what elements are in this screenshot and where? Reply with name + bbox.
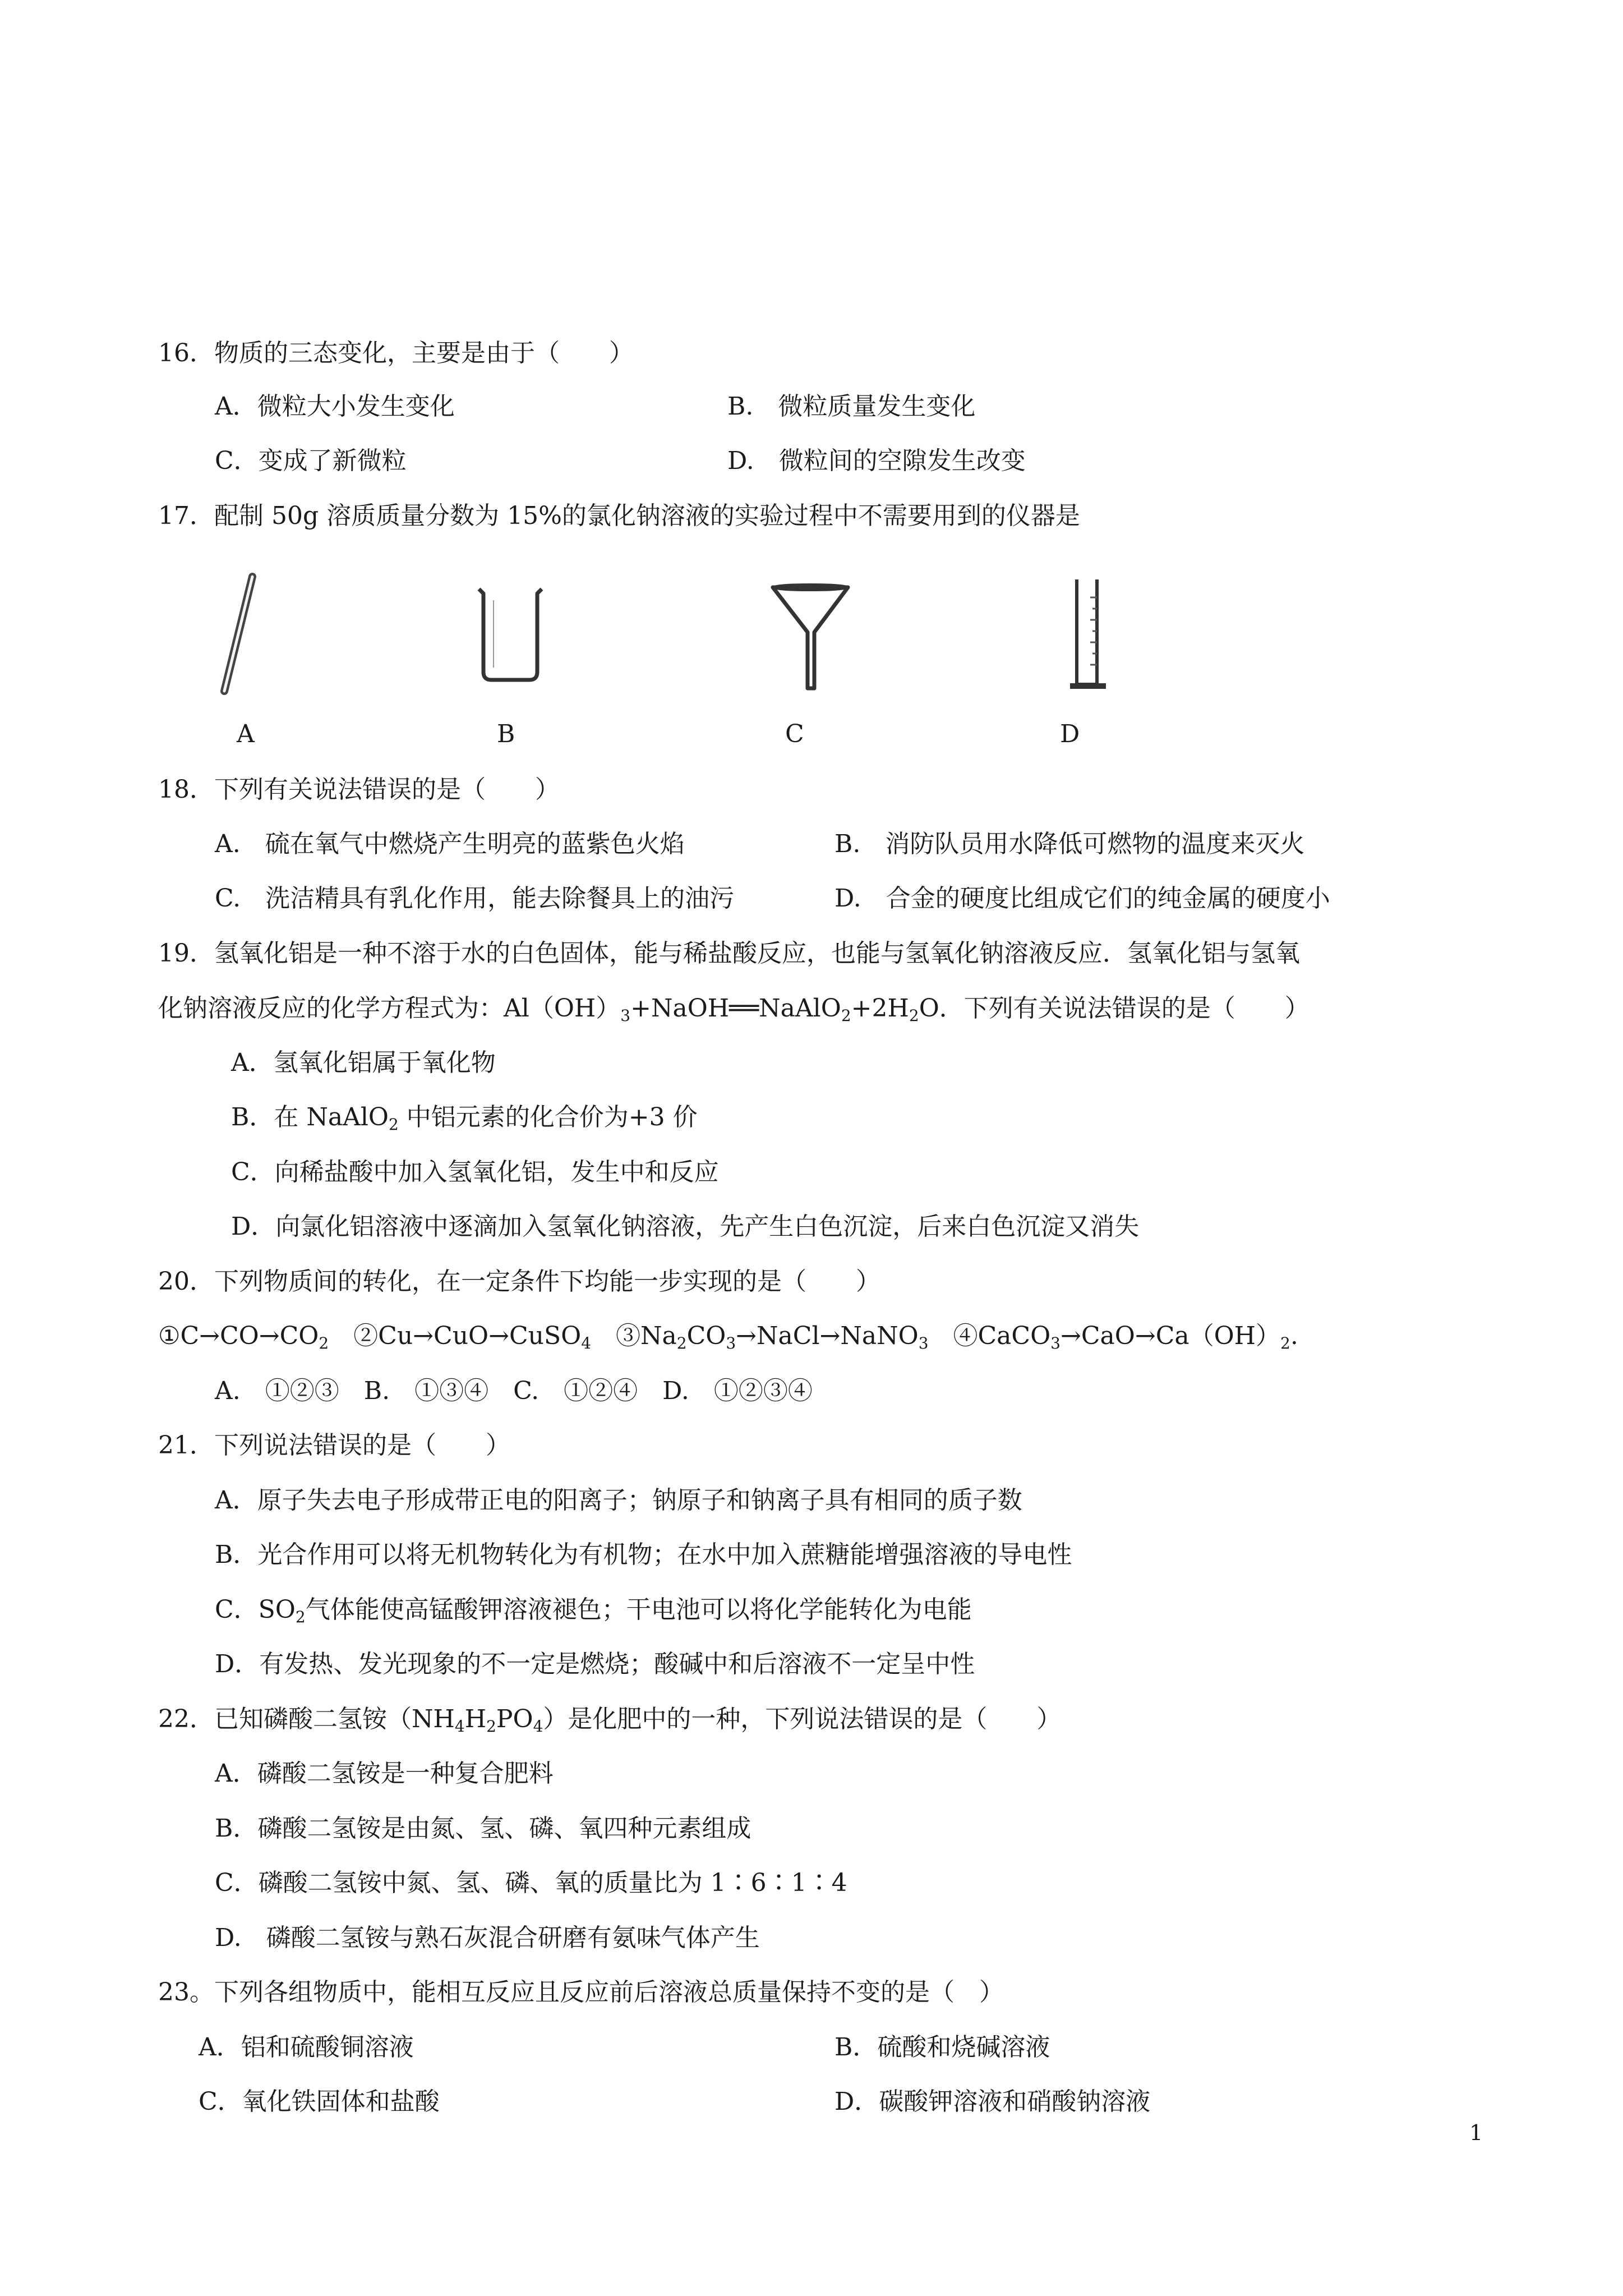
question-22-option-d: D. 磷酸二氢铵与熟石灰混合研磨有氨味气体产生: [215, 1924, 760, 1952]
question-23-option-b: B．硫酸和烧碱溶液: [834, 2033, 1050, 2062]
question-19-option-b: B．在 NaAlO$_2$ 中铝元素的化合价为+3 价: [231, 1103, 698, 1134]
question-18-option-d: D. 合金的硬度比组成它们的纯金属的硬度小: [834, 884, 1330, 913]
question-22-stem: 22．已知磷酸二氢铵$(NH_4H_2PO_4)$是化肥中的一种，下列说法错误的是（ ）: [158, 1705, 1062, 1736]
instrument-label-c: C: [785, 720, 804, 748]
question-22-option-c: C．磷酸二氢铵中氮、氢、磷、氧的质量比为 1∶6∶1∶4: [215, 1869, 847, 1897]
funnel-icon: [768, 581, 852, 693]
graduated-cylinder-icon: [1066, 575, 1110, 704]
beaker-icon: [471, 583, 550, 684]
question-16-option-b: B. 微粒质量发生变化: [727, 392, 976, 421]
question-21-option-c: C．$SO_2$气体能使高锰酸钾溶液褪色；干电池可以将化学能转化为电能: [215, 1595, 972, 1626]
question-19-option-c: C．向稀盐酸中加入氢氧化铝，发生中和反应: [231, 1158, 719, 1186]
question-23-option-c: C．氧化铁固体和盐酸: [199, 2087, 440, 2116]
question-16-option-a: A．微粒大小发生变化: [215, 392, 455, 421]
question-16-option-c: C．变成了新微粒: [215, 447, 407, 475]
question-18-stem: 18．下列有关说法错误的是（ ）: [158, 775, 560, 804]
question-19-stem-line2: 化钠溶液反应的化学方程式为：$Al(OH)_3+NaOH══NaAlO_2+2H_2O$．下列有关说法错误的是（ ）: [158, 994, 1310, 1025]
question-19-option-d: D．向氯化铝溶液中逐滴加入氢氧化钠溶液，先产生白色沉淀，后来白色沉淀又消失: [231, 1212, 1140, 1241]
instrument-label-a: A: [237, 720, 255, 748]
question-21-option-b: B．光合作用可以将无机物转化为有机物；在水中加入蔗糖能增强溶液的导电性: [215, 1540, 1072, 1569]
question-21-stem: 21．下列说法错误的是（ ）: [158, 1431, 510, 1460]
question-20-options: A. ①②③ B. ①③④ C. ①②④ D. ①②③④: [215, 1377, 813, 1405]
question-18-option-c: C. 洗洁精具有乳化作用，能去除餐具上的油污: [215, 884, 735, 913]
question-20-reactions: $①C\to CO\to CO_2$ ②Cu→CuO→CuSO$_4$ $③Na_2CO_3\to NaCl\to NaNO_3$ $④CaCO_3\to CaO\to Ca(OH)_2$.: [158, 1322, 1298, 1352]
question-21-option-d: D．有发热、发光现象的不一定是燃烧；酸碱中和后溶液不一定呈中性: [215, 1650, 975, 1678]
question-21-option-a: A．原子失去电子形成带正电的阳离子；钠原子和钠离子具有相同的质子数: [215, 1486, 1022, 1515]
page-number: 1: [1469, 2120, 1483, 2145]
instrument-label-b: B: [497, 720, 515, 748]
question-17-stem: 17．配制 50g 溶质质量分数为 15%的氯化钠溶液的实验过程中不需要用到的仪器是: [158, 501, 1080, 530]
question-23-stem: 23。下列各组物质中，能相互反应且反应前后溶液总质量保持不变的是（ ）: [158, 1978, 1004, 2007]
question-18-option-b: B. 消防队员用水降低可燃物的温度来灭火: [834, 830, 1305, 858]
glass-rod-icon: [213, 572, 264, 696]
instrument-label-d: D: [1060, 720, 1080, 748]
question-23-option-d: D．碳酸钾溶液和硝酸钠溶液: [834, 2087, 1151, 2116]
question-18-option-a: A. 硫在氧气中燃烧产生明亮的蓝紫色火焰: [215, 830, 685, 858]
question-22-option-a: A．磷酸二氢铵是一种复合肥料: [215, 1759, 554, 1788]
question-16-option-d: D. 微粒间的空隙发生改变: [727, 447, 1026, 475]
question-16-stem: 16．物质的三态变化，主要是由于（ ）: [158, 339, 634, 367]
question-20-stem: 20．下列物质间的转化，在一定条件下均能一步实现的是（ ）: [158, 1267, 880, 1296]
question-19-stem-line1: 19．氢氧化铝是一种不溶于水的白色固体，能与稀盐酸反应，也能与氢氧化钠溶液反应．氢氧化铝与氢氧: [158, 939, 1300, 968]
question-22-option-b: B．磷酸二氢铵是由氮、氢、磷、氧四种元素组成: [215, 1814, 751, 1843]
question-19-option-a: A．氢氧化铝属于氧化物: [231, 1048, 496, 1077]
question-23-option-a: A．铝和硫酸铜溶液: [199, 2033, 414, 2062]
